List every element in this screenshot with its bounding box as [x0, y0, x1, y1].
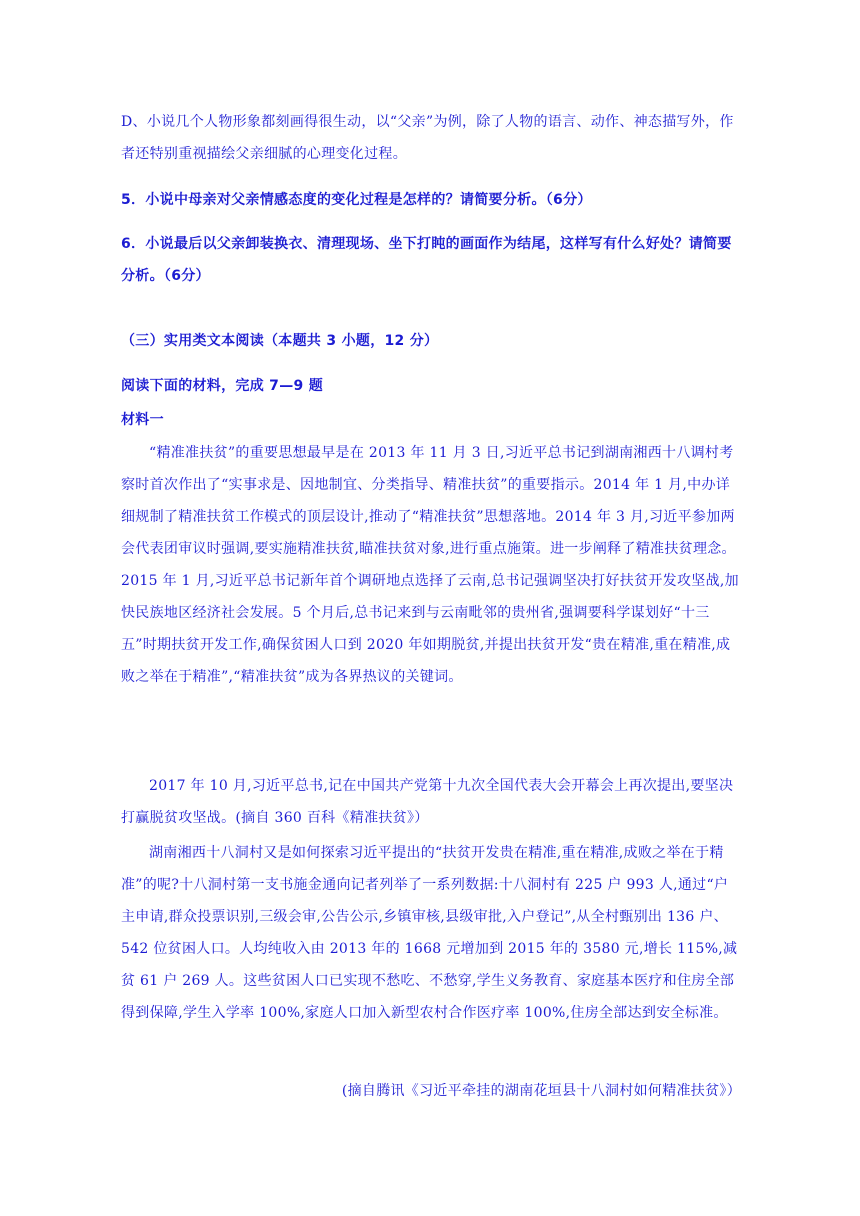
reading-instruction: 阅读下面的材料，完成 7—9 题: [121, 378, 324, 394]
question-6: 6．小说最后以父亲卸装换衣、清理现场、坐下打盹的画面作为结尾，这样写有什么好处？请简要分析。（6分）: [121, 236, 732, 284]
question-5: 5．小说中母亲对父亲情感态度的变化过程是怎样的？请简要分析。（6分）: [121, 192, 592, 208]
material-1-paragraph-1: “精准准扶贫”的重要思想最早是在 2013 年 11 月 3 日,习近平总书记到湖南湘西十八调村考察时首次作出了“实事求是、因地制宜、分类指导、精准扶贫”的重要指示。2014 年 1 月,中办详细规制了精准扶贫工作模式的顶层设计,推动了“精准扶贫”思想落地。2014 年 3 月,习近平参加两会代表团审议时强调,要实施精准扶贫,瞄准扶贫对象,进行重点施策。进一步阐释了精准扶贫理念。2015 年 1 月,习近平总书记新年首个调研地点选择了云南,总书记强调坚决打好扶贫开发攻坚战,加快民族地区经济社会发展。5 个月后,总书记来到与云南毗邻的贵州省,强调要科学谋划好“十三五”时期扶贫开发工作,确保贫困人口到 2020 年如期脱贫,并提出扶贫开发“贵在精准,重在精准,成败之举在于精准”,“精准扶贫”成为各界热议的关键词。: [121, 445, 739, 685]
material-1-paragraph-3: 湖南湘西十八洞村又是如何探索习近平提出的“扶贫开发贵在精准,重在精准,成败之举在于精准”的呢?十八洞村第一支书施金通向记者列举了一系列数据:十八洞村有 225 户 993 人,通过“户主申请,群众投票识别,三级会审,公告公示,乡镇审核,县级审批,入户登记”,从全村甄别出 136 户、542 位贫困人口。人均纯收入由 2013 年的 1668 元增加到 2015 年的 3580 元,增长 115%,减贫 61 户 269 人。这些贫困人口已实现不愁吃、不愁穿,学生义务教育、家庭基本医疗和住房全部得到保障,学生入学率 100%,家庭人口加入新型农村合作医疗率 100%,住房全部达到安全标准。: [121, 845, 738, 1021]
option-d-text: D、小说几个人物形象都刻画得很生动，以“父亲”为例，除了人物的语言、动作、神态描写外，作者还特别重视描绘父亲细腻的心理变化过程。: [121, 114, 734, 162]
section-3-heading: （三）实用类文本阅读（本题共 3 小题，12 分）: [121, 333, 439, 349]
material-1-label: 材料一: [121, 412, 164, 428]
material-1-paragraph-2: 2017 年 10 月,习近平总书,记在中国共产党第十九次全国代表大会开幕会上再次提出,要坚决打赢脱贫攻坚战。(摘自 360 百科《精准扶贫》）: [121, 778, 734, 826]
source-citation: (摘自腾讯《习近平牵挂的湖南花垣县十八洞村如何精准扶贫》）: [341, 1083, 741, 1099]
